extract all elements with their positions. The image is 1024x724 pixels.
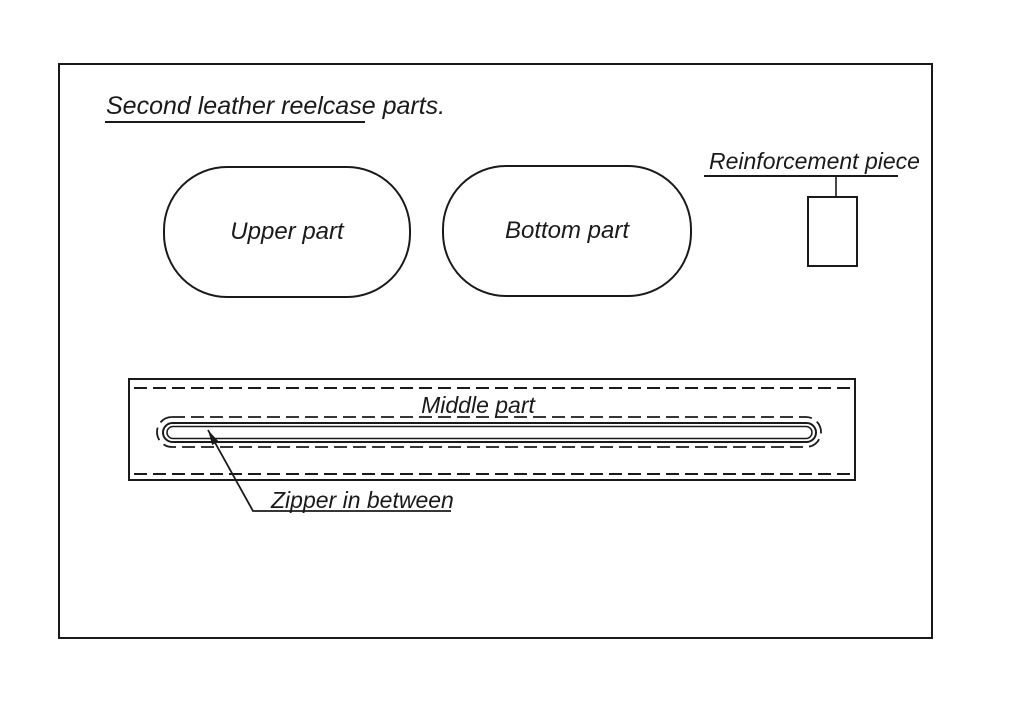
bottom-part-label: Bottom part xyxy=(504,217,630,245)
drawing-title: Second leather reelcase parts. xyxy=(106,92,446,120)
zipper-label: Zipper in between xyxy=(271,487,454,513)
reinforcement-piece-label: Reinforcement piece xyxy=(709,148,920,174)
upper-part-label: Upper part xyxy=(230,218,344,246)
middle-part-label: Middle part xyxy=(421,392,535,418)
